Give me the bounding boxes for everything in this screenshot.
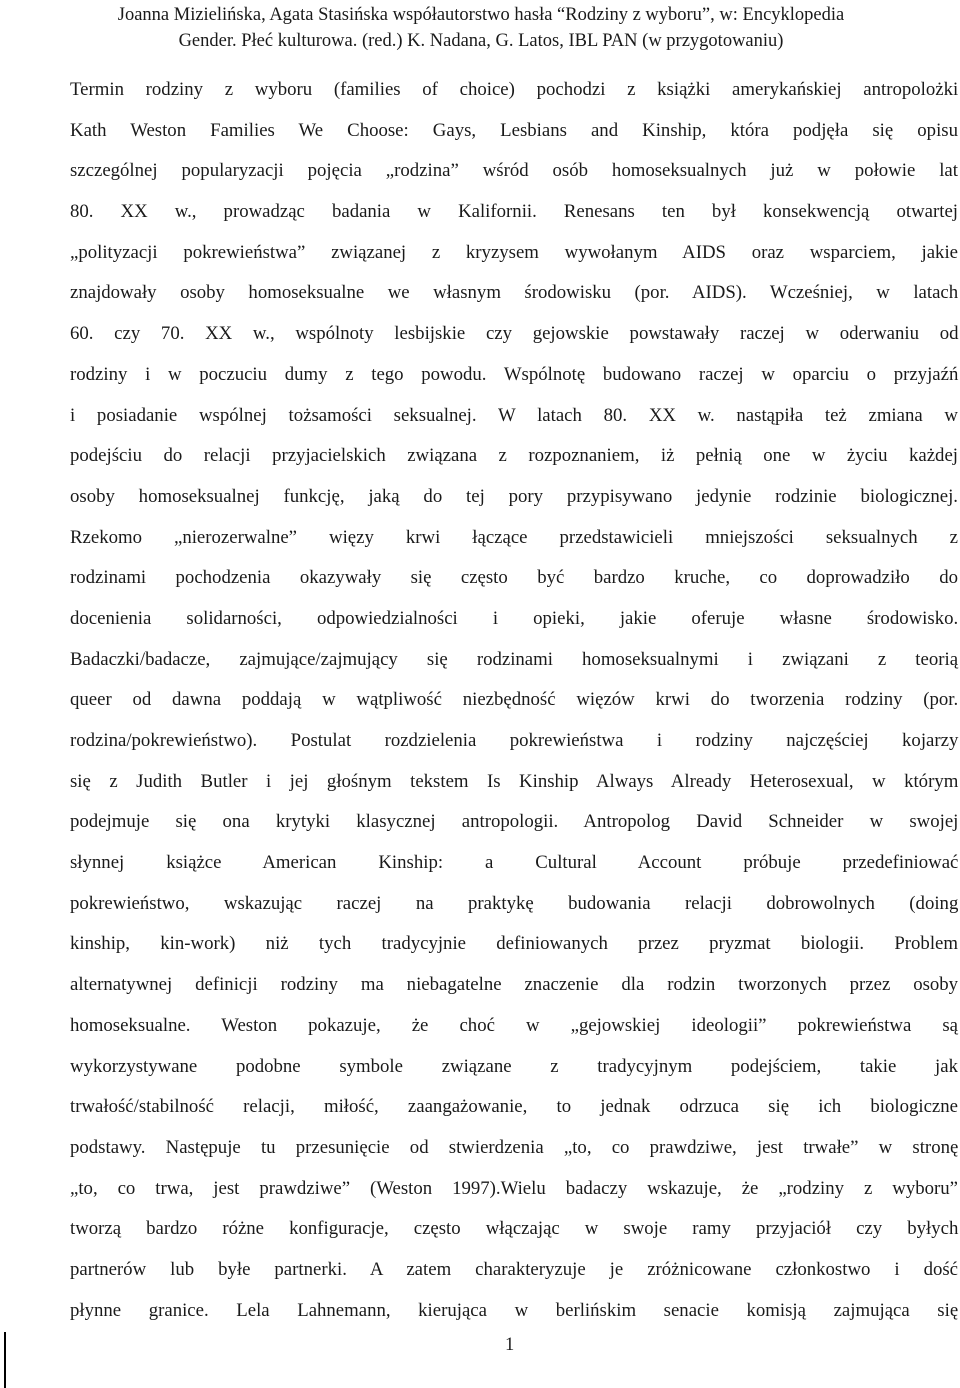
body-line: 80. XX w., prowadząc badania w Kalifornii. Renesans ten był konsekwencją otwartej <box>70 201 958 223</box>
body-line: queer od dawna poddają w wątpliwość niezbędność więzów krwi do tworzenia rodziny (por. <box>70 689 959 711</box>
body-line: szczególnej popularyzacji pojęcia „rodzina” wśród osób homoseksualnych już w połowie lat <box>70 160 958 182</box>
body-line: rodzina/pokrewieństwo). Postulat rozdzielenia pokrewieństwa i rodziny najczęściej kojarzy <box>70 730 959 751</box>
body-line: docenienia solidarności, odpowiedzialności i opieki, jakie oferuje własne środowisko. <box>70 607 959 629</box>
page-header <box>70 2 892 54</box>
body-line: podejściu do relacji przyjacielskich związana z rozpoznaniem, iż pełnią one w życiu każdej <box>70 445 958 467</box>
body-line: „to, co trwa, jest prawdziwe” (Weston 1997).Wielu badaczy wskazuje, że „rodziny z wyboru” <box>70 1177 958 1199</box>
body-line: kinship, kin-work) niż tych tradycyjnie definiowanych przez pryzmat biologii. Problem <box>70 933 958 955</box>
body-text <box>70 70 958 1331</box>
body-line: znajdowały osoby homoseksualne we własnym środowisku (por. AIDS). Wcześniej, w latach <box>70 282 959 304</box>
body-line: wykorzystywane podobne symbole związane z tradycyjnym podejściem, takie jak <box>70 1055 958 1077</box>
body-line: osoby homoseksualnej funkcję, jaką do tej pory przypisywano jedynie rodzinie biologicznej. <box>70 485 958 507</box>
page-number: 1 <box>505 1335 515 1355</box>
body-line: Rzekomo „nierozerwalne” więzy krwi łączące przedstawicieli mniejszości seksualnych z <box>70 526 958 548</box>
body-line: pokrewieństwo, wskazując raczej na praktykę budowania relacji dobrowolnych (doing <box>70 892 959 914</box>
margin-bar <box>4 1332 6 1388</box>
body-line: partnerów lub byłe partnerki. A zatem charakteryzuje je zróżnicowane członkostwo i dość <box>70 1258 958 1280</box>
header-line-2: Gender. Płeć kulturowa. (red.) K. Nadana, G. Latos, IBL PAN (w przygotowaniu) <box>178 31 784 51</box>
body-line: homoseksualne. Weston pokazuje, że choć w „gejowskiej ideologii” pokrewieństwa są <box>70 1014 958 1036</box>
body-line: „polityzacji pokrewieństwa” związanej z kryzysem wywołanym AIDS oraz wsparciem, jakie <box>70 241 958 263</box>
header-line-1: Joanna Mizielińska, Agata Stasińska współautorstwo hasła “Rodziny z wyboru”, w: Encyklopedia <box>117 5 845 25</box>
body-line: się z Judith Butler i jej głośnym tekstem Is Kinship Always Already Heterosexual, w którym <box>70 770 959 792</box>
body-line: rodzinami pochodzenia okazywały się często być bardzo kruche, co doprowadziło do <box>70 567 958 589</box>
body-line: trwałość/stabilność relacji, miłość, zaangażowanie, to jednak odrzuca się ich biologiczne <box>70 1096 958 1118</box>
body-line: słynnej książce American Kinship: a Cultural Account próbuje przedefiniować <box>70 852 959 874</box>
body-line: 60. czy 70. XX w., wspólnoty lesbijskie czy gejowskie powstawały raczej w oderwaniu od <box>70 323 959 345</box>
body-line: tworzą bardzo różne konfiguracje, często włączając w swoje ramy przyjaciół czy byłych <box>70 1218 959 1240</box>
body-line: i posiadanie wspólnej tożsamości seksualnej. W latach 80. XX w. nastąpiła też zmiana w <box>70 404 958 426</box>
body-line: podstawy. Następuje tu przesunięcie od stwierdzenia „to, co prawdziwe, jest trwałe” w stronę <box>70 1136 959 1158</box>
body-line: Kath Weston Families We Choose: Gays, Lesbians and Kinship, która podjęła się opisu <box>70 119 958 141</box>
body-line: Termin rodziny z wyboru (families of choice) pochodzi z książki amerykańskiej antropolożki <box>70 79 959 100</box>
body-line: rodziny i w poczuciu dumy z tego powodu. Wspólnotę budowano raczej w oparciu o przyjaźń <box>70 363 959 385</box>
body-line: podejmuje się ona krytyki klasycznej antropologii. Antropolog David Schneider w swojej <box>70 811 959 833</box>
body-line: alternatywnej definicji rodziny ma niebagatelne znaczenie dla rodzin tworzonych przez osoby <box>70 974 959 996</box>
body-line: Badaczki/badacze, zajmujące/zajmujący się rodzinami homoseksualnymi i związani z teorią <box>70 648 959 670</box>
body-line: płynne granice. Lela Lahnemann, kierująca w berlińskim senacie komisją zajmująca się <box>70 1299 959 1321</box>
